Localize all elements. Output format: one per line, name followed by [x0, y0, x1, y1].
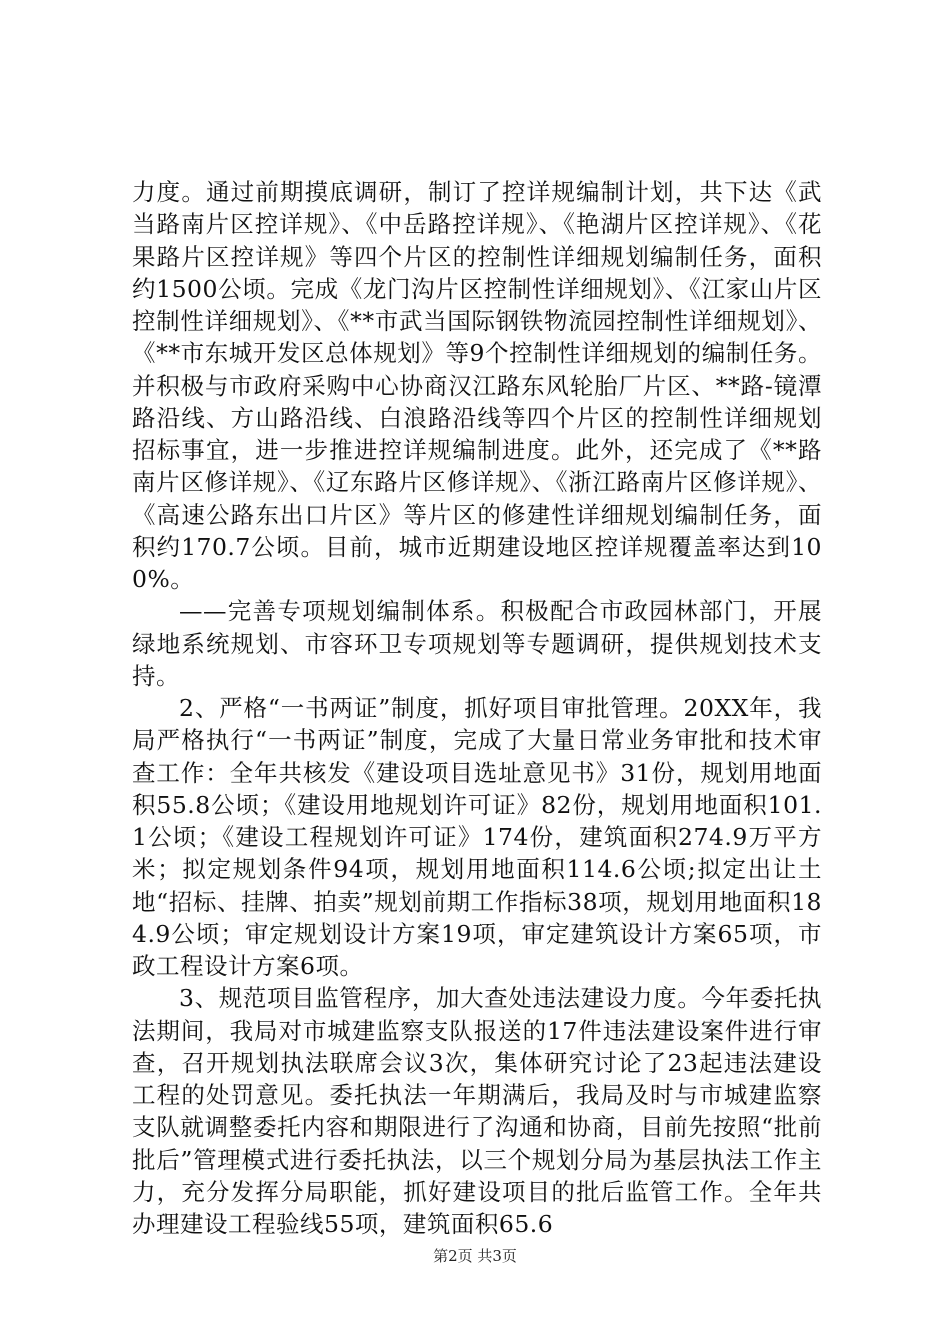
paragraph-3: 2、严格“一书两证”制度，抓好项目审批管理。20XX年，我局严格执行“一书两证”制度，完成了大量日常业务审批和技术审查工作：全年共核发《建设项目选址意见书》31份，规划用地面积55.8公顷；《建设用地规划许可证》82份，规划用地面积101.1公顷；《建设工程规划许可证》174份，建筑面积274.9万平方米；拟定规划条件94项，规划用地面积114.6公顷;拟定出让土地“招标、挂牌、拍卖”规划前期工作指标38项，规划用地面积184.9公顷；审定规划设计方案19项，审定建筑设计方案65项，市政工程设计方案6项。 — [132, 694, 822, 980]
paragraph-2: ——完善专项规划编制体系。积极配合市政园林部门，开展绿地系统规划、市容环卫专项规划等专题调研，提供规划技术支持。 — [132, 597, 822, 690]
page-number-footer: 第2页 共3页 — [433, 1247, 517, 1265]
paragraph-4: 3、规范项目监管程序，加大查处违法建设力度。今年委托执法期间，我局对市城建监察支队报送的17件违法建设案件进行审查，召开规划执法联席会议3次，集体研究讨论了23起违法建设工程的处罚意见。委托执法一年期满后，我局及时与市城建监察支队就调整委托内容和期限进行了沟通和协商，目前先按照“批前批后”管理模式进行委托执法，以三个规划分局为基层执法工作主力，充分发挥分局职能，抓好建设项目的批后监管工作。全年共办理建设工程验线55项，建筑面积65.6 — [132, 984, 822, 1238]
document-body — [132, 176, 822, 1240]
paragraph-1: 力度。通过前期摸底调研，制订了控详规编制计划，共下达《武当路南片区控详规》、《中岳路控详规》、《艳湖片区控详规》、《花果路片区控详规》等四个片区的控制性详细规划编制任务，面积约1500公顷。完成《龙门沟片区控制性详细规划》、《江家山片区控制性详细规划》、《**市武当国际钢铁物流园控制性详细规划》、《**市东城开发区总体规划》等9个控制性详细规划的编制任务。并积极与市政府采购中心协商汉江路东风轮胎厂片区、**路-镜潭路沿线、方山路沿线、白浪路沿线等四个片区的控制性详细规划招标事宜，进一步推进控详规编制进度。此外，还完成了《**路南片区修详规》、《辽东路片区修详规》、《浙江路南片区修详规》、《高速公路东出口片区》等片区的修建性详细规划编制任务，面积约170.7公顷。目前，城市近期建设地区控详规覆盖率达到100%。 — [132, 178, 822, 593]
